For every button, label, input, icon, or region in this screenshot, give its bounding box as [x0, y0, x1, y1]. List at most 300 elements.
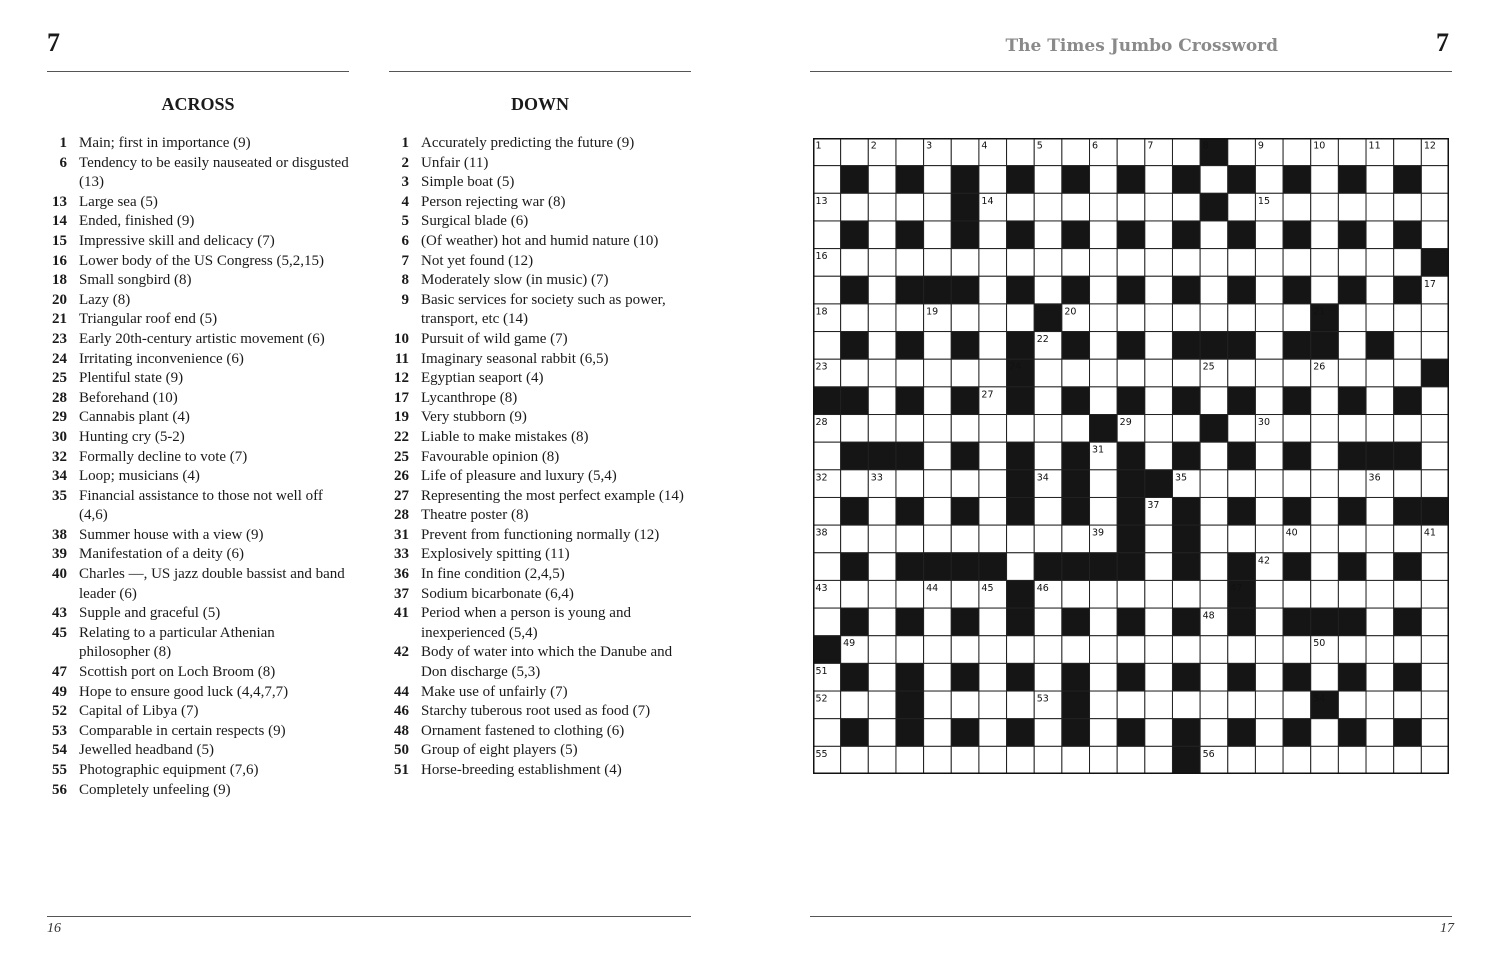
grid-cell-white[interactable] [951, 580, 979, 608]
grid-cell-white[interactable] [1145, 525, 1173, 553]
grid-cell-white[interactable] [1421, 608, 1449, 636]
grid-cell-white[interactable] [1117, 691, 1145, 719]
grid-cell-white[interactable] [813, 276, 841, 304]
grid-cell-white[interactable] [1228, 359, 1256, 387]
grid-cell-white[interactable] [813, 608, 841, 636]
grid-cell-white[interactable] [924, 442, 952, 470]
grid-cell-white[interactable] [951, 691, 979, 719]
grid-cell-white[interactable] [1338, 359, 1366, 387]
grid-cell-white[interactable] [1421, 332, 1449, 360]
grid-cell-white[interactable] [1255, 166, 1283, 194]
grid-cell-white[interactable] [1090, 249, 1118, 277]
grid-cell-white[interactable] [951, 138, 979, 166]
grid-cell-white[interactable] [841, 415, 869, 443]
grid-cell-white[interactable] [1421, 415, 1449, 443]
grid-cell-white[interactable] [1255, 249, 1283, 277]
grid-cell-white[interactable] [1062, 636, 1090, 664]
grid-cell-white[interactable] [1228, 746, 1256, 774]
grid-cell-white[interactable] [1034, 387, 1062, 415]
grid-cell-white[interactable] [868, 663, 896, 691]
grid-cell-white[interactable] [1090, 636, 1118, 664]
grid-cell-white[interactable] [1228, 636, 1256, 664]
grid-cell-white[interactable] [1034, 746, 1062, 774]
grid-cell-white[interactable] [868, 166, 896, 194]
grid-cell-white[interactable] [1421, 470, 1449, 498]
grid-cell-white[interactable] [1255, 221, 1283, 249]
grid-cell-white[interactable] [1090, 221, 1118, 249]
grid-cell-white[interactable] [841, 359, 869, 387]
grid-cell-white[interactable] [1200, 221, 1228, 249]
grid-cell-white[interactable] [924, 166, 952, 194]
grid-cell-white[interactable] [979, 470, 1007, 498]
grid-cell-white[interactable] [1117, 249, 1145, 277]
grid-cell-white[interactable] [1090, 691, 1118, 719]
grid-cell-white[interactable] [1394, 470, 1422, 498]
grid-cell-white[interactable] [813, 166, 841, 194]
grid-cell-white[interactable] [1117, 580, 1145, 608]
grid-cell-white[interactable] [896, 580, 924, 608]
grid-cell-white[interactable] [1200, 276, 1228, 304]
grid-cell-white[interactable] [1034, 663, 1062, 691]
grid-cell-white[interactable] [1062, 580, 1090, 608]
grid-cell-white[interactable] [1090, 387, 1118, 415]
grid-cell-white[interactable] [841, 525, 869, 553]
grid-cell-white[interactable] [1283, 193, 1311, 221]
grid-cell-white[interactable] [1394, 304, 1422, 332]
grid-cell-white[interactable] [1200, 497, 1228, 525]
grid-cell-white[interactable] [1034, 221, 1062, 249]
grid-cell-white[interactable] [1034, 359, 1062, 387]
grid-cell-white[interactable] [924, 746, 952, 774]
grid-cell-white[interactable] [1034, 166, 1062, 194]
grid-cell-white[interactable] [1366, 497, 1394, 525]
grid-cell-white[interactable] [1007, 304, 1035, 332]
grid-cell-white[interactable] [1007, 525, 1035, 553]
grid-cell-white[interactable] [1255, 304, 1283, 332]
grid-cell-white[interactable] [1172, 138, 1200, 166]
grid-cell-white[interactable] [1283, 304, 1311, 332]
grid-cell-white[interactable] [979, 497, 1007, 525]
grid-cell-white[interactable] [1145, 249, 1173, 277]
grid-cell-white[interactable] [1062, 249, 1090, 277]
grid-cell-white[interactable] [1145, 442, 1173, 470]
grid-cell-white[interactable] [1200, 636, 1228, 664]
grid-cell-white[interactable] [1283, 249, 1311, 277]
grid-cell-white[interactable] [1311, 497, 1339, 525]
grid-cell-white[interactable] [1090, 166, 1118, 194]
grid-cell-white[interactable] [1255, 691, 1283, 719]
grid-cell-white[interactable] [1145, 553, 1173, 581]
grid-cell-white[interactable] [868, 359, 896, 387]
grid-cell-white[interactable] [1007, 193, 1035, 221]
grid-cell-white[interactable] [1366, 359, 1394, 387]
grid-cell-white[interactable] [1338, 525, 1366, 553]
grid-cell-white[interactable] [1007, 249, 1035, 277]
grid-cell-white[interactable] [1311, 221, 1339, 249]
grid-cell-white[interactable] [1421, 193, 1449, 221]
grid-cell-white[interactable] [868, 276, 896, 304]
grid-cell-white[interactable] [979, 359, 1007, 387]
grid-cell-white[interactable] [1338, 138, 1366, 166]
grid-cell-white[interactable] [1172, 304, 1200, 332]
grid-cell-white[interactable] [1117, 359, 1145, 387]
grid-cell-white[interactable] [1366, 719, 1394, 747]
grid-cell-white[interactable] [1366, 746, 1394, 774]
grid-cell-white[interactable] [924, 415, 952, 443]
grid-cell-white[interactable] [1255, 663, 1283, 691]
grid-cell-white[interactable] [1366, 525, 1394, 553]
grid-cell-white[interactable] [1283, 580, 1311, 608]
grid-cell-white[interactable] [1311, 387, 1339, 415]
grid-cell-white[interactable] [1421, 691, 1449, 719]
grid-cell-white[interactable] [1255, 525, 1283, 553]
grid-cell-white[interactable] [1062, 525, 1090, 553]
grid-cell-white[interactable] [1200, 719, 1228, 747]
grid-cell-white[interactable] [1145, 359, 1173, 387]
grid-cell-white[interactable] [1283, 470, 1311, 498]
grid-cell-white[interactable] [896, 636, 924, 664]
grid-cell-white[interactable] [1394, 636, 1422, 664]
grid-cell-white[interactable] [1338, 415, 1366, 443]
grid-cell-white[interactable] [1145, 608, 1173, 636]
grid-cell-white[interactable] [1090, 359, 1118, 387]
grid-cell-white[interactable] [1255, 387, 1283, 415]
grid-cell-white[interactable] [1283, 691, 1311, 719]
grid-cell-white[interactable] [1338, 193, 1366, 221]
grid-cell-white[interactable] [1117, 193, 1145, 221]
grid-cell-white[interactable] [924, 193, 952, 221]
grid-cell-white[interactable] [924, 249, 952, 277]
grid-cell-white[interactable] [1366, 663, 1394, 691]
grid-cell-white[interactable] [868, 221, 896, 249]
grid-cell-white[interactable] [1145, 663, 1173, 691]
grid-cell-white[interactable] [1034, 193, 1062, 221]
grid-cell-white[interactable] [1421, 663, 1449, 691]
grid-cell-white[interactable] [1421, 387, 1449, 415]
grid-cell-white[interactable] [1394, 332, 1422, 360]
grid-cell-white[interactable] [1421, 553, 1449, 581]
grid-cell-white[interactable] [868, 719, 896, 747]
grid-cell-white[interactable] [896, 525, 924, 553]
grid-cell-white[interactable] [813, 442, 841, 470]
grid-cell-white[interactable] [868, 746, 896, 774]
grid-cell-white[interactable] [1062, 746, 1090, 774]
grid-cell-white[interactable] [1255, 332, 1283, 360]
grid-cell-white[interactable] [1062, 415, 1090, 443]
grid-cell-white[interactable] [1283, 359, 1311, 387]
grid-cell-white[interactable] [1200, 166, 1228, 194]
grid-cell-white[interactable] [813, 221, 841, 249]
grid-cell-white[interactable] [1255, 359, 1283, 387]
grid-cell-white[interactable] [1117, 138, 1145, 166]
grid-cell-white[interactable] [1421, 442, 1449, 470]
grid-cell-white[interactable] [896, 359, 924, 387]
grid-cell-white[interactable] [1366, 636, 1394, 664]
grid-cell-white[interactable] [924, 332, 952, 360]
grid-cell-white[interactable] [1007, 415, 1035, 443]
grid-cell-white[interactable] [1007, 636, 1035, 664]
grid-cell-white[interactable] [1394, 691, 1422, 719]
grid-cell-white[interactable] [1338, 304, 1366, 332]
grid-cell-white[interactable] [868, 249, 896, 277]
grid-cell-white[interactable] [868, 497, 896, 525]
grid-cell-white[interactable] [1034, 608, 1062, 636]
grid-cell-white[interactable] [979, 663, 1007, 691]
grid-cell-white[interactable] [951, 525, 979, 553]
grid-cell-white[interactable] [1311, 415, 1339, 443]
grid-cell-white[interactable] [1034, 415, 1062, 443]
grid-cell-white[interactable] [1366, 249, 1394, 277]
grid-cell-white[interactable] [1034, 276, 1062, 304]
grid-cell-white[interactable] [1034, 719, 1062, 747]
grid-cell-white[interactable] [1311, 663, 1339, 691]
grid-cell-white[interactable] [951, 746, 979, 774]
grid-cell-white[interactable] [1255, 746, 1283, 774]
grid-cell-white[interactable] [813, 553, 841, 581]
grid-cell-white[interactable] [1338, 636, 1366, 664]
grid-cell-white[interactable] [1421, 636, 1449, 664]
grid-cell-white[interactable] [951, 470, 979, 498]
grid-cell-white[interactable] [979, 691, 1007, 719]
grid-cell-white[interactable] [1366, 221, 1394, 249]
grid-cell-white[interactable] [1311, 166, 1339, 194]
grid-cell-white[interactable] [1034, 442, 1062, 470]
grid-cell-white[interactable] [1145, 415, 1173, 443]
grid-cell-white[interactable] [951, 359, 979, 387]
grid-cell-white[interactable] [1311, 719, 1339, 747]
grid-cell-white[interactable] [979, 525, 1007, 553]
grid-cell-white[interactable] [841, 304, 869, 332]
grid-cell-white[interactable] [896, 193, 924, 221]
grid-cell-white[interactable] [951, 415, 979, 443]
grid-cell-white[interactable] [841, 193, 869, 221]
grid-cell-white[interactable] [1090, 580, 1118, 608]
grid-cell-white[interactable] [1394, 580, 1422, 608]
grid-cell-white[interactable] [1090, 332, 1118, 360]
grid-cell-white[interactable] [1145, 304, 1173, 332]
grid-cell-white[interactable] [1394, 138, 1422, 166]
grid-cell-white[interactable] [1200, 663, 1228, 691]
grid-cell-white[interactable] [1311, 193, 1339, 221]
grid-cell-white[interactable] [1145, 332, 1173, 360]
grid-cell-white[interactable] [1172, 691, 1200, 719]
grid-cell-white[interactable] [1090, 276, 1118, 304]
grid-cell-white[interactable] [979, 636, 1007, 664]
grid-cell-white[interactable] [1366, 553, 1394, 581]
grid-cell-white[interactable] [1366, 304, 1394, 332]
grid-cell-white[interactable] [813, 497, 841, 525]
grid-cell-white[interactable] [1145, 580, 1173, 608]
grid-cell-white[interactable] [896, 138, 924, 166]
grid-cell-white[interactable] [896, 304, 924, 332]
grid-cell-white[interactable] [1145, 746, 1173, 774]
grid-cell-white[interactable] [1338, 580, 1366, 608]
grid-cell-white[interactable] [924, 525, 952, 553]
grid-cell-white[interactable] [1366, 580, 1394, 608]
grid-cell-white[interactable] [1366, 166, 1394, 194]
grid-cell-white[interactable] [1338, 746, 1366, 774]
grid-cell-white[interactable] [979, 719, 1007, 747]
grid-cell-white[interactable] [1090, 663, 1118, 691]
grid-cell-white[interactable] [841, 249, 869, 277]
grid-cell-white[interactable] [1172, 193, 1200, 221]
grid-cell-white[interactable] [1394, 415, 1422, 443]
grid-cell-white[interactable] [1200, 691, 1228, 719]
grid-cell-white[interactable] [1255, 580, 1283, 608]
grid-cell-white[interactable] [979, 249, 1007, 277]
grid-cell-white[interactable] [1338, 332, 1366, 360]
grid-cell-white[interactable] [951, 304, 979, 332]
grid-cell-white[interactable] [1228, 525, 1256, 553]
grid-cell-white[interactable] [951, 636, 979, 664]
grid-cell-white[interactable] [1145, 691, 1173, 719]
grid-cell-white[interactable] [1200, 304, 1228, 332]
grid-cell-white[interactable] [1338, 691, 1366, 719]
grid-cell-white[interactable] [868, 691, 896, 719]
grid-cell-white[interactable] [1117, 636, 1145, 664]
grid-cell-white[interactable] [868, 415, 896, 443]
grid-cell-white[interactable] [1172, 580, 1200, 608]
grid-cell-white[interactable] [896, 249, 924, 277]
grid-cell-white[interactable] [1366, 415, 1394, 443]
grid-cell-white[interactable] [979, 608, 1007, 636]
grid-cell-white[interactable] [924, 387, 952, 415]
grid-cell-white[interactable] [1228, 415, 1256, 443]
grid-cell-white[interactable] [1421, 166, 1449, 194]
grid-cell-white[interactable] [1200, 387, 1228, 415]
grid-cell-white[interactable] [896, 746, 924, 774]
grid-cell-white[interactable] [1090, 497, 1118, 525]
grid-cell-white[interactable] [1034, 249, 1062, 277]
grid-cell-white[interactable] [1145, 719, 1173, 747]
grid-cell-white[interactable] [868, 553, 896, 581]
grid-cell-white[interactable] [1090, 193, 1118, 221]
grid-cell-white[interactable] [868, 636, 896, 664]
grid-cell-white[interactable] [1172, 359, 1200, 387]
grid-cell-white[interactable] [1034, 525, 1062, 553]
grid-cell-white[interactable] [979, 276, 1007, 304]
grid-cell-white[interactable] [979, 166, 1007, 194]
grid-cell-white[interactable] [868, 387, 896, 415]
grid-cell-white[interactable] [1228, 193, 1256, 221]
grid-cell-white[interactable] [1200, 580, 1228, 608]
grid-cell-white[interactable] [841, 691, 869, 719]
grid-cell-white[interactable] [1255, 276, 1283, 304]
grid-cell-white[interactable] [868, 525, 896, 553]
grid-cell-white[interactable] [924, 470, 952, 498]
grid-cell-white[interactable] [979, 746, 1007, 774]
grid-cell-white[interactable] [868, 608, 896, 636]
grid-cell-white[interactable] [924, 497, 952, 525]
grid-cell-white[interactable] [1394, 249, 1422, 277]
grid-cell-white[interactable] [1366, 387, 1394, 415]
grid-cell-white[interactable] [868, 193, 896, 221]
grid-cell-white[interactable] [1172, 636, 1200, 664]
grid-cell-white[interactable] [979, 442, 1007, 470]
grid-cell-white[interactable] [1007, 138, 1035, 166]
grid-cell-white[interactable] [1394, 746, 1422, 774]
grid-cell-white[interactable] [1034, 497, 1062, 525]
grid-cell-white[interactable] [1117, 304, 1145, 332]
grid-cell-white[interactable] [1172, 415, 1200, 443]
grid-cell-white[interactable] [1311, 746, 1339, 774]
grid-cell-white[interactable] [1172, 249, 1200, 277]
grid-cell-white[interactable] [1117, 746, 1145, 774]
grid-cell-white[interactable] [1311, 580, 1339, 608]
grid-cell-white[interactable] [924, 663, 952, 691]
grid-cell-white[interactable] [924, 636, 952, 664]
grid-cell-white[interactable] [1145, 221, 1173, 249]
grid-cell-white[interactable] [868, 304, 896, 332]
grid-cell-white[interactable] [1421, 719, 1449, 747]
grid-cell-white[interactable] [896, 415, 924, 443]
grid-cell-white[interactable] [1145, 193, 1173, 221]
grid-cell-white[interactable] [1394, 359, 1422, 387]
grid-cell-white[interactable] [896, 470, 924, 498]
grid-cell-white[interactable] [1200, 249, 1228, 277]
grid-cell-white[interactable] [1394, 525, 1422, 553]
grid-cell-white[interactable] [1394, 193, 1422, 221]
grid-cell-white[interactable] [1255, 608, 1283, 636]
grid-cell-white[interactable] [813, 719, 841, 747]
grid-cell-white[interactable] [1228, 249, 1256, 277]
grid-cell-white[interactable] [1255, 719, 1283, 747]
grid-cell-white[interactable] [1090, 746, 1118, 774]
grid-cell-white[interactable] [1090, 470, 1118, 498]
grid-cell-white[interactable] [841, 138, 869, 166]
grid-cell-white[interactable] [979, 415, 1007, 443]
grid-cell-white[interactable] [924, 359, 952, 387]
grid-cell-white[interactable] [924, 221, 952, 249]
grid-cell-white[interactable] [1228, 138, 1256, 166]
grid-cell-white[interactable] [1421, 221, 1449, 249]
grid-cell-white[interactable] [813, 332, 841, 360]
grid-cell-white[interactable] [1283, 636, 1311, 664]
grid-cell-white[interactable] [1007, 691, 1035, 719]
grid-cell-white[interactable] [1200, 470, 1228, 498]
grid-cell-white[interactable] [1311, 249, 1339, 277]
grid-cell-white[interactable] [1311, 553, 1339, 581]
grid-cell-white[interactable] [1338, 249, 1366, 277]
grid-cell-white[interactable] [868, 580, 896, 608]
grid-cell-white[interactable] [1062, 359, 1090, 387]
grid-cell-white[interactable] [951, 249, 979, 277]
grid-cell-white[interactable] [1311, 442, 1339, 470]
grid-cell-white[interactable] [1255, 442, 1283, 470]
grid-cell-white[interactable] [1421, 746, 1449, 774]
grid-cell-white[interactable] [1255, 497, 1283, 525]
grid-cell-white[interactable] [979, 221, 1007, 249]
grid-cell-white[interactable] [1007, 553, 1035, 581]
grid-cell-white[interactable] [924, 691, 952, 719]
grid-cell-white[interactable] [924, 719, 952, 747]
grid-cell-white[interactable] [1255, 470, 1283, 498]
grid-cell-white[interactable] [868, 332, 896, 360]
grid-cell-white[interactable] [979, 304, 1007, 332]
grid-cell-white[interactable] [1145, 276, 1173, 304]
grid-cell-white[interactable] [1034, 636, 1062, 664]
grid-cell-white[interactable] [1283, 415, 1311, 443]
grid-cell-white[interactable] [1366, 691, 1394, 719]
grid-cell-white[interactable] [1145, 636, 1173, 664]
grid-cell-white[interactable] [1255, 636, 1283, 664]
grid-cell-white[interactable] [924, 608, 952, 636]
grid-cell-white[interactable] [1366, 276, 1394, 304]
grid-cell-white[interactable] [1200, 553, 1228, 581]
grid-cell-white[interactable] [1421, 304, 1449, 332]
grid-cell-white[interactable] [1200, 525, 1228, 553]
grid-cell-white[interactable] [1228, 304, 1256, 332]
